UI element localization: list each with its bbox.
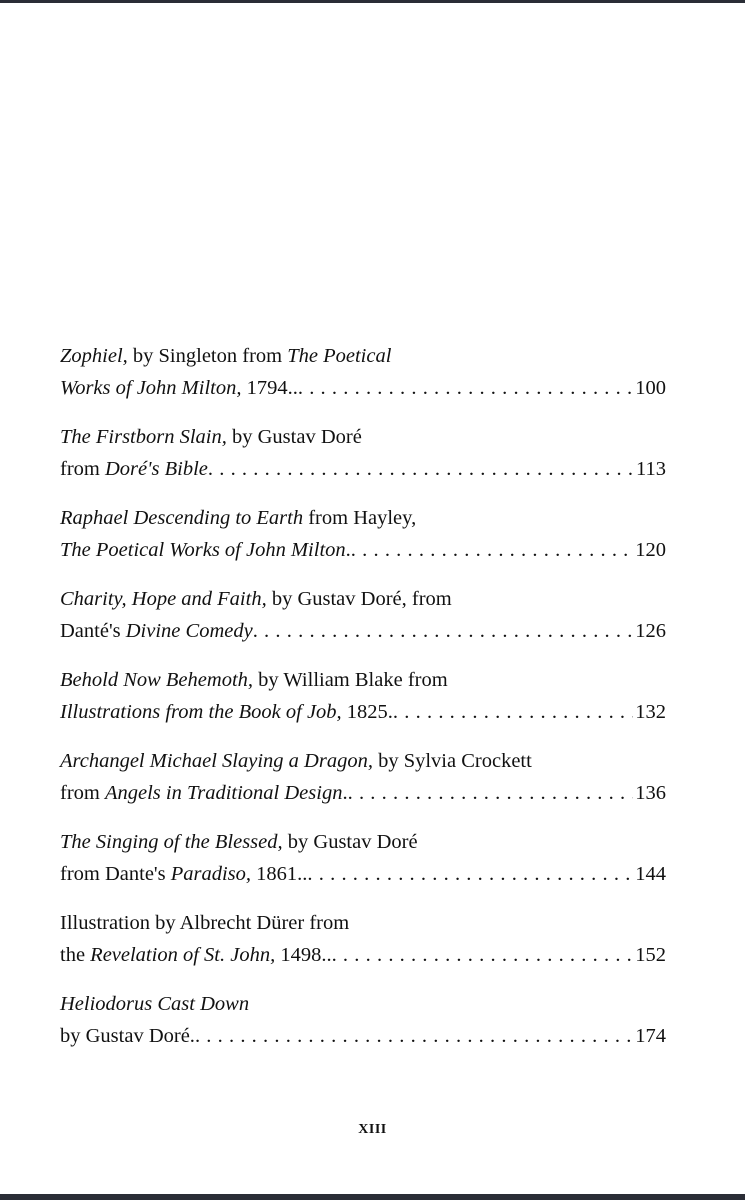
entry-line1 xyxy=(60,340,666,372)
italic-title: Paradiso, xyxy=(170,863,252,885)
entry-text xyxy=(60,777,348,809)
dot-leader xyxy=(393,696,633,728)
entry-text-segment: by Gustav Doré. xyxy=(60,1025,195,1047)
entry-line2 xyxy=(60,372,666,404)
entry-line1 xyxy=(60,745,666,777)
italic-title: Revelation of St. John, xyxy=(90,944,276,966)
italic-title: Zophiel, xyxy=(60,345,128,367)
entry-text xyxy=(60,502,416,534)
entry-line1 xyxy=(60,826,666,858)
list-item xyxy=(60,826,666,907)
entry-line2 xyxy=(60,534,666,566)
entry-text xyxy=(60,453,208,485)
entry-text xyxy=(60,907,349,939)
entry-text-segment: 1794.. xyxy=(241,377,298,399)
entry-page-number: 126 xyxy=(635,620,666,642)
entry-page-number: 174 xyxy=(635,1025,666,1047)
entry-text-segment: 1861.. xyxy=(251,863,308,885)
entry-line1 xyxy=(60,502,666,534)
entry-text-segment: by Gustav Doré xyxy=(282,831,418,853)
entry-text-segment: by Gustav Doré, from xyxy=(266,588,452,610)
italic-title: Heliodorus Cast Down xyxy=(60,993,250,1015)
entry-text-segment: the xyxy=(60,944,91,966)
entry-text-segment: by Gustav Doré xyxy=(226,426,362,448)
list-item xyxy=(60,583,666,664)
entry-line1 xyxy=(60,421,666,453)
italic-title: The Firstborn Slain, xyxy=(60,426,227,448)
entry-text xyxy=(60,583,452,615)
entry-page-number: 100 xyxy=(635,377,666,399)
entry-text xyxy=(60,988,249,1020)
page-number-folio: XIII xyxy=(358,1122,387,1137)
entry-line2 xyxy=(60,777,666,809)
entry-text xyxy=(60,421,362,453)
list-item xyxy=(60,502,666,583)
italic-title: Raphael Descending to Earth xyxy=(60,507,304,529)
entry-page-number: 113 xyxy=(636,458,666,480)
entry-page-number: 144 xyxy=(635,863,666,885)
entry-text xyxy=(60,858,307,890)
entry-text-segment: from xyxy=(60,782,105,804)
entry-text-segment: from Dante's xyxy=(60,863,171,885)
entry-line2 xyxy=(60,1020,666,1052)
entry-text-segment: by William Blake from xyxy=(253,669,448,691)
list-item xyxy=(60,664,666,745)
entry-text xyxy=(60,372,298,404)
entry-text-segment: 1498.. xyxy=(275,944,332,966)
entry-page-number: 132 xyxy=(635,701,666,723)
entry-line2 xyxy=(60,858,666,890)
entry-text xyxy=(60,696,393,728)
dot-leader xyxy=(351,534,633,566)
italic-title: The Singing of the Blessed, xyxy=(60,831,283,853)
list-item xyxy=(60,988,666,1069)
dot-leader xyxy=(195,1020,633,1052)
dot-leader xyxy=(332,939,634,971)
italic-title: Illustrations from the Book of Job, xyxy=(60,701,342,723)
entry-text-segment: from Hayley, xyxy=(303,507,417,529)
entry-page-number: 120 xyxy=(635,539,666,561)
italic-title: The Poetical xyxy=(287,345,392,367)
entry-text-segment: Illustration by Albrecht Dürer from xyxy=(60,912,350,934)
entry-text xyxy=(60,939,332,971)
italic-title: The Poetical Works of John Milton xyxy=(60,539,346,561)
dot-leader xyxy=(348,777,634,809)
entry-text xyxy=(60,340,391,372)
italic-title: Angels in Traditional Design xyxy=(104,782,343,804)
italic-title: Divine Comedy xyxy=(125,620,253,642)
entry-text-segment: by Sylvia Crockett xyxy=(372,750,532,772)
entry-text xyxy=(60,615,253,647)
entry-text-segment: by Singleton from xyxy=(127,345,288,367)
dot-leader xyxy=(307,858,633,890)
italic-title: Archangel Michael Slaying a Dragon, xyxy=(60,750,373,772)
dot-leader xyxy=(208,453,634,485)
dot-leader xyxy=(253,615,634,647)
entry-line1 xyxy=(60,907,666,939)
entry-text-segment: from xyxy=(60,458,105,480)
entry-line1 xyxy=(60,988,666,1020)
italic-title: Behold Now Behemoth, xyxy=(60,669,254,691)
italic-title: Charity, Hope and Faith, xyxy=(60,588,267,610)
entry-line2 xyxy=(60,615,666,647)
entry-text xyxy=(60,664,448,696)
entry-page-number: 152 xyxy=(635,944,666,966)
list-item xyxy=(60,421,666,502)
entry-line2 xyxy=(60,696,666,728)
list-item xyxy=(60,907,666,988)
list-item xyxy=(60,745,666,826)
entry-text-segment: . xyxy=(342,782,348,804)
page-top-border xyxy=(0,0,745,3)
entry-text-segment: Danté's xyxy=(60,620,126,642)
entry-line1 xyxy=(60,664,666,696)
entry-line2 xyxy=(60,453,666,485)
entry-text-segment: 1825. xyxy=(341,701,393,723)
italic-title: Works of John Milton, xyxy=(60,377,242,399)
entry-line2 xyxy=(60,939,666,971)
dot-leader xyxy=(298,372,633,404)
illustrations-list xyxy=(60,340,666,1069)
entry-page-number: 136 xyxy=(635,782,666,804)
entry-text xyxy=(60,826,418,858)
entry-text xyxy=(60,745,532,777)
page-bottom-border xyxy=(0,1194,745,1200)
entry-text xyxy=(60,1020,195,1052)
entry-text xyxy=(60,534,351,566)
entry-line1 xyxy=(60,583,666,615)
italic-title: Doré's Bible xyxy=(104,458,208,480)
entry-text-segment: . xyxy=(345,539,351,561)
list-item xyxy=(60,340,666,421)
